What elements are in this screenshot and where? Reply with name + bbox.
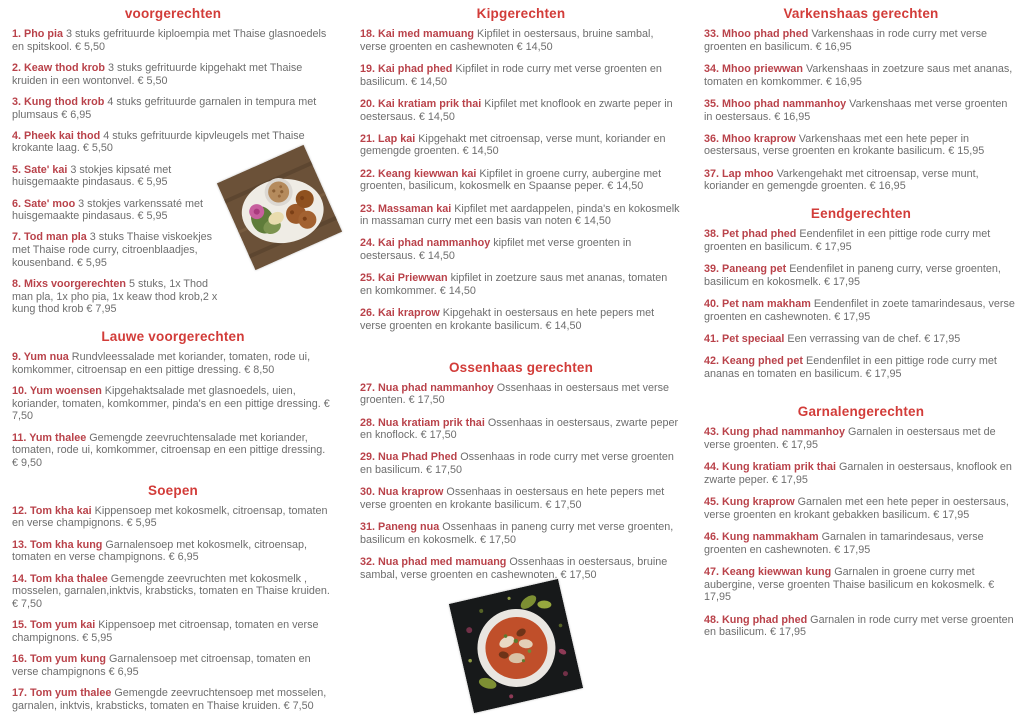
menu-item-description: Kipgehaktsalade met glasnoedels, uien, koriander, tomaten, komkommer, pinda's en een pittige dressing. € 7,50 [12,385,330,423]
menu-item-name: 48. Kung phad phed [704,613,808,626]
menu-column-right [704,6,1018,649]
menu-item-description: Kipfilet met knoflook en zwarte peper in oestersaus. € 14,50 [360,97,673,123]
menu-item-description: Eendenfilet in zoete tamarindesaus, verse groenten en cashewnoten. € 17,95 [704,297,1015,323]
menu-item-description: Varkenshaas met een hete peper in oestersaus, verse groenten en krokante basilicum. € 15,95 [704,132,985,158]
menu-item [360,28,682,53]
menu-item-description: Ossenhaas in rode curry met verse groenten en basilicum. € 17,50 [360,451,674,477]
menu-item [12,164,228,189]
menu-item-description: Ossenhaas in oestersaus, zwarte peper en knoflock. € 17,50 [360,416,679,442]
menu-item [704,228,1018,253]
menu-item-description: Kipfilet in oestersaus, bruine sambal, verse groenten en cashewnoten € 14,50 [360,28,654,53]
menu-item-name: 28. Nua kratiam prik thai [360,416,485,429]
section-title-varkenshaas-gerechten: Varkenshaas gerechten [783,6,939,21]
menu-item-name: 24. Kai phad nammanhoy [360,237,491,250]
menu-item-description: 3 stokjes varkenssaté met huisgemaakte pindasaus. € 5,95 [12,197,203,223]
menu-item-description: Gemengde zeevruchten met kokosmelk , mosselen, garnalen,inktvis, krabsticks, tomaten en Thaise kruiden. € 7,50 [12,572,330,610]
menu-item [704,298,1018,323]
menu-item [360,521,682,546]
menu-item-description: Kipfilet met aardappelen, pinda's en kokosmelk in massaman curry met een basis van noten € 14,50 [360,202,680,228]
menu-item-name: 34. Mhoo priewwan [704,62,803,75]
menu-item-name: 13. Tom kha kung [12,538,103,551]
menu-item [360,98,682,123]
section-items-eendgerechten [704,228,1018,380]
menu-item-description: Garnalen met een hete peper in oestersaus, verse groenten en krokant gebakken basilicum. € 17,95 [704,496,1009,521]
menu-item-name: 21. Lap kai [360,132,416,145]
menu-item-description: Kipfilet in rode curry met verse groenten en basilicum. € 14,50 [360,62,662,88]
menu-item-description: Een verrassing van de chef. € 17,95 [784,332,961,345]
menu-item-description: Garnalen in groene curry met aubergine, verse groenten Thaise basilicum en kokosmelk. € 17,95 [704,565,995,604]
menu-item-name: 2. Keaw thod krob [12,61,105,74]
menu-item [360,382,682,407]
menu-item-name: 14. Tom kha thalee [12,572,108,585]
menu-item [704,426,1018,451]
section-items-garnalengerechten [704,426,1018,639]
menu-item [12,231,228,269]
menu-item [12,619,334,644]
menu-item-name: 36. Mhoo kraprow [704,132,796,145]
menu-item-name: 19. Kai phad phed [360,62,453,75]
menu-item-name: 35. Mhoo phad nammanhoy [704,97,847,110]
menu-item-description: 5 stuks, 1x Thod man pla, 1x pho pia, 1x keaw thod krob,2 x kung thod krob € 7,95 [12,278,218,316]
menu-item-description: 4 stuks gefrituurde garnalen in tempura met plumsaus € 6,95 [12,95,317,121]
menu-item-description: 4 stuks gefrituurde kipvleugels met Thaise krokante laag. € 5,50 [12,129,305,155]
menu-item-name: 18. Kai med mamuang [360,28,475,40]
menu-item-description: kipfilet in zoetzure saus met ananas, tomaten en komkommer. € 14,50 [360,272,668,298]
menu-item-name: 31. Paneng nua [360,521,440,534]
section-items-soepen [12,505,334,713]
menu-item-name: 15. Tom yum kai [12,619,96,632]
menu-item-name: 42. Keang phed pet [704,354,803,367]
menu-item-description: Kipgehakt met citroensap, verse munt, koriander en gemengde groenten. € 14,50 [360,132,666,158]
menu-item-description: 3 stuks gefrituurde kipgehakt met Thaise kruiden in een wontonvel. € 5,50 [12,61,303,87]
menu-item-name: 41. Pet speciaal [704,332,785,345]
menu-item-name: 39. Paneang pet [704,262,787,275]
section-items-kipgerechten [360,28,682,333]
menu-item-description: 3 stuks gefrituurde kiploempia met Thaise glasnoedels en spitskool. € 5,50 [12,28,327,53]
menu-item [360,307,682,332]
section-title-kipgerechten: Kipgerechten [476,6,566,21]
menu-item [12,278,228,316]
menu-item-name: 11. Yum thalee [12,431,87,444]
menu-item-name: 26. Kai kraprow [360,307,440,320]
menu-item-description: Ossenhaas in paneng curry met verse groenten, basilicum en kokosmelk. € 17,50 [360,521,674,546]
section-title-garnalengerechten: Garnalengerechten [797,404,925,420]
menu-item-description: Garnalen in tamarindesaus, verse groenten en cashewnoten. € 17,95 [704,531,984,556]
menu-item-description: Varkenshaas in zoetzure saus met ananas, tomaten en komkommer. € 16,95 [704,62,1013,88]
menu-column-middle [360,6,682,591]
menu-item [12,62,334,87]
menu-item-name: 27. Nua phad nammanhoy [360,381,494,394]
menu-item [704,28,1018,53]
menu-item-description: Gemengde zeevruchtensalade met koriander, tomaten, rode ui, komkommer, citroensap en een pittige dressing. € 9,50 [12,431,326,470]
menu-item-name: 23. Massaman kai [360,202,452,215]
menu-item-description: Garnalensoep met kokosmelk, citroensap, tomaten en verse champignons. € 6,95 [12,538,308,564]
menu-item [12,505,334,530]
menu-item [704,333,1018,346]
menu-item [704,496,1018,521]
menu-item-name: 32. Nua phad med mamuang [360,556,507,569]
menu-item-name: 3. Kung thod krob [12,95,105,108]
menu-item [360,237,682,262]
menu-item-description: Eendenfilet in een pittige rode curry met groenten en basilicum. € 17,95 [704,228,991,253]
menu-item [704,566,1018,604]
menu-item-name: 8. Mixs voorgerechten [12,278,127,291]
menu-item [12,539,334,564]
menu-item-name: 17. Tom yum thalee [12,687,112,700]
menu-item-name: 25. Kai Priewwan [360,272,448,285]
menu-item [360,203,682,228]
menu-item-description: Kipgehakt in oestersaus en hete pepers met verse groenten en krokante basilicum. € 14,50 [360,307,655,332]
menu-item [704,133,1018,158]
menu-item-name: 38. Pet phad phed [704,228,797,241]
menu-item-description: Kippensoep met citroensap, tomaten en verse champignons. € 5,95 [12,619,319,644]
menu-item [360,63,682,88]
menu-item [360,133,682,158]
menu-item-description: Garnalen in oestersaus met de verse groenten. € 17,95 [704,426,996,452]
menu-item [360,272,682,297]
menu-item-name: 16. Tom yum kung [12,653,106,666]
menu-item-name: 22. Keang kiewwan kai [360,167,477,180]
menu-item-name: 29. Nua Phad Phed [360,451,458,464]
section-title-soepen: Soepen [148,482,198,498]
menu-item [704,98,1018,123]
menu-item-name: 44. Kung kratiam prik thai [704,461,836,474]
menu-item [704,531,1018,556]
menu-item-name: 43. Kung phad nammanhoy [704,426,845,439]
menu-item [360,556,682,581]
menu-item-name: 40. Pet nam makham [704,297,811,310]
menu-item-description: Garnalensoep met citroensap, tomaten en verse champignons € 6,95 [12,653,311,678]
menu-item-description: Varkenshaas met verse groenten in oestersaus. € 16,95 [704,97,1008,123]
curry-bowl-photo [449,579,583,713]
menu-item [704,614,1018,639]
menu-item [12,385,334,423]
menu-item-description: Varkenshaas in rode curry met verse groenten en basilicum. € 16,95 [704,28,987,53]
section-title-ossenhaas-gerechten: Ossenhaas gerechten [448,359,594,375]
menu-item-description: Eendenfilet in paneng curry, verse groenten, basilicum en kokosmelk. € 17,95 [704,262,1001,288]
menu-column-left [12,6,334,721]
menu-item-description: Rundvleessalade met koriander, tomaten, rode ui, komkommer, citroensap en een pittige dressing. € 8,50 [12,351,311,376]
menu-item-description: Varkengehakt met citroensap, verse munt, koriander en gemengde groenten. € 16,95 [704,167,979,193]
menu-item-name: 10. Yum woensen [12,385,102,398]
menu-item-name: 4. Pheek kai thod [12,129,101,142]
menu-item [12,432,334,470]
menu-item [360,451,682,476]
menu-item [704,168,1018,193]
menu-item [12,351,334,376]
menu-item-description: Gemengde zeevruchtensoep met mosselen, garnalen, inktvis, krabsticks, tomaten en Thaise kruiden. € 7,50 [12,687,327,712]
menu-item-name: 12. Tom kha kai [12,504,92,517]
menu-item-description: Garnalen in rode curry met verse groenten en basilicum. € 17,95 [704,613,1014,639]
menu-item [704,461,1018,486]
menu-item-name: 7. Tod man pla [12,231,87,244]
menu-item-name: 45. Kung kraprow [704,496,795,509]
menu-item [12,198,228,223]
menu-item-name: 6. Sate' moo [12,197,76,210]
menu-item-description: Ossenhaas in oestersaus met verse groenten. € 17,50 [360,381,670,407]
menu-item-description: kipfilet met verse groenten in oestersaus. € 14,50 [360,237,632,263]
section-items-ossenhaas-gerechten [360,382,682,582]
menu-item-description: Kippensoep met kokosmelk, citroensap, tomaten en verse champignons. € 5,95 [12,504,328,530]
section-items-lauwe-voorgerechten [12,351,334,470]
menu-item [12,28,334,53]
menu-item-name: 47. Keang kiewwan kung [704,565,832,578]
menu-item-name: 33. Mhoo phad phed [704,28,809,40]
section-items-varkenshaas-gerechten [704,28,1018,193]
menu-item-name: 20. Kai kratiam prik thai [360,97,482,110]
menu-item-name: 9. Yum nua [12,351,69,364]
menu-item-description: Ossenhaas in oestersaus en hete pepers met verse groenten en krokante basilicum. € 17,50 [360,486,665,512]
menu-item [704,263,1018,288]
menu-item-description: Kipfilet in groene curry, aubergine met groenten, basilicum, kokosmelk en Spaanse peper. € 14,50 [360,167,662,193]
menu-item [12,687,334,712]
menu-item-description: 3 stokjes kipsaté met huisgemaakte pindasaus. € 5,95 [12,163,172,189]
menu-item [12,573,334,611]
menu-item-description: Garnalen in oestersaus, knoflook en zwarte peper. € 17,95 [704,461,1012,486]
menu-item [360,417,682,442]
menu-item-description: Ossenhaas in oestersaus, bruine sambal, verse groenten en cashewnoten. € 17,50 [360,556,668,581]
menu-item [360,486,682,511]
menu-item-name: 1. Pho pia [12,28,63,40]
menu-item [12,653,334,678]
menu-item-name: 37. Lap mhoo [704,167,774,180]
menu-item-description: Eendenfilet in een pittige rode curry met ananas en tomaten en basilicum. € 17,95 [704,354,997,380]
curry-photo-graphic [449,579,583,713]
menu-item-name: 46. Kung nammakham [704,531,819,544]
section-title-voorgerechten: voorgerechten [124,6,222,21]
menu-item-name: 30. Nua kraprow [360,486,444,499]
menu-item [360,168,682,193]
section-title-eendgerechten: Eendgerechten [810,206,912,222]
menu-item [12,96,334,121]
menu-item [704,63,1018,88]
section-title-lauwe-voorgerechten: Lauwe voorgerechten [101,329,245,345]
menu-item-description: 3 stuks Thaise viskoekjes met Thaise rode curry, citroenblaadjes, kousenband. € 5,95 [12,231,213,269]
menu-item [704,355,1018,380]
menu-item-name: 5. Sate' kai [12,163,68,176]
